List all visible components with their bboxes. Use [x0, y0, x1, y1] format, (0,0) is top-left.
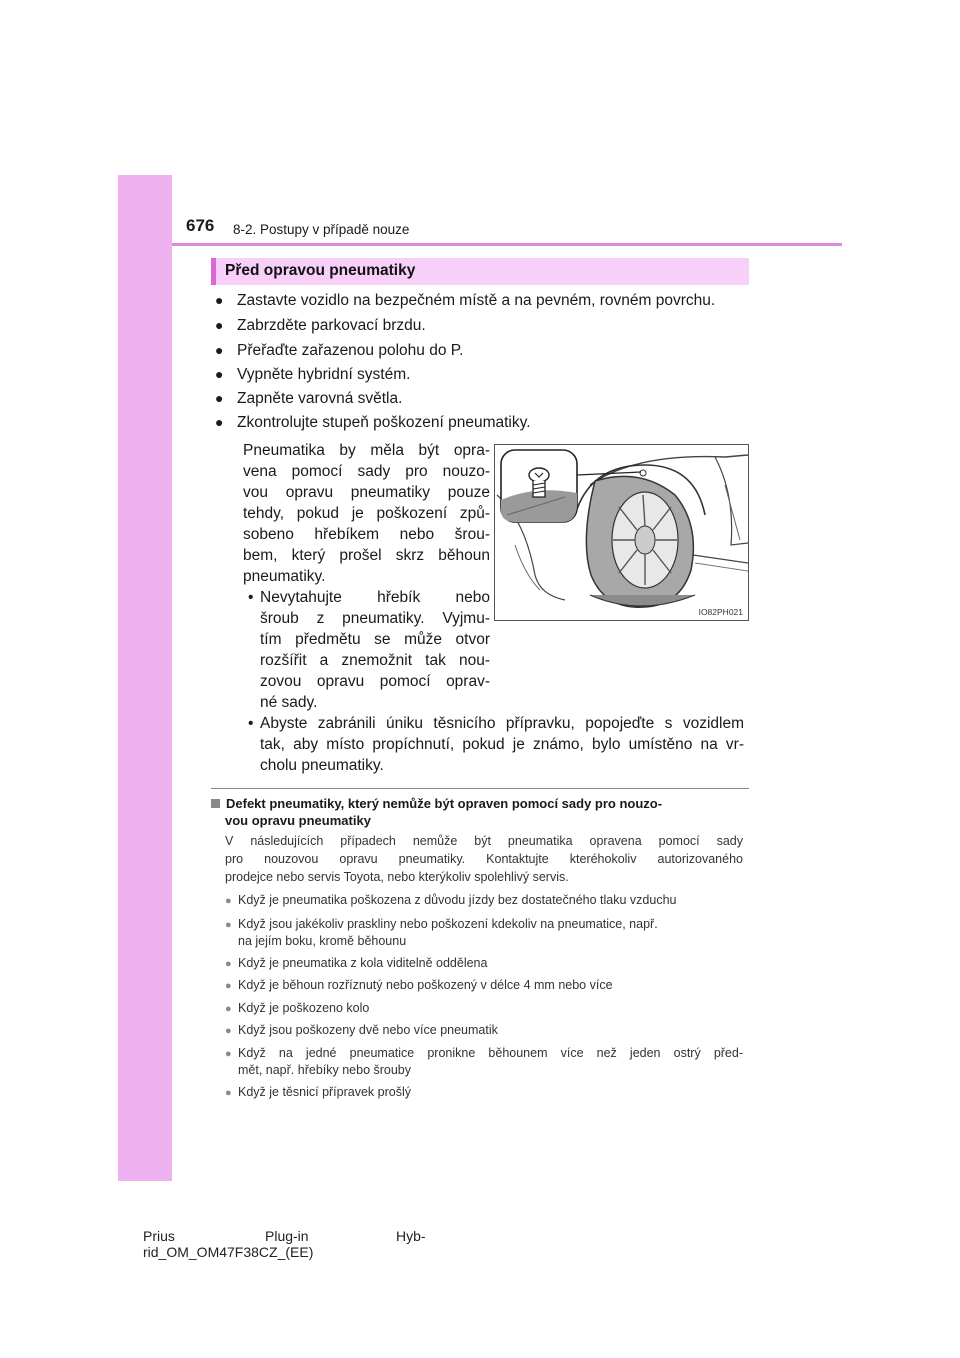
sub-bullet-line: tak, aby místo propíchnutí, pokud je známo, bylo umístěno na vr- [260, 736, 744, 753]
bullet-item [215, 388, 402, 409]
note-list-item: ● Když na jedné pneumatice pronikne běhounem více než jeden ostrý před- [225, 1045, 743, 1063]
page-number: 676 [186, 216, 215, 235]
footer-model: Plug-in [265, 1228, 309, 1244]
note-intro-line: prodejce nebo servis Toyota, nebo kterýkoliv spolehlivý servis. [225, 870, 569, 884]
note-list-item: ● Když jsou poškozeny dvě nebo více pneumatik [225, 1022, 750, 1040]
square-bullet-icon [211, 799, 220, 808]
bullet-icon: ● [225, 980, 232, 992]
bullet-item [215, 290, 715, 311]
note-list-item: ● Když je pneumatika z kola viditelně oddělena [225, 955, 750, 973]
note-heading-line: Defekt pneumatiky, který nemůže být opraven pomocí sady pro nouzo- [226, 796, 663, 811]
bullet-item [215, 315, 426, 336]
note-intro-line: V následujících případech nemůže být pneumatika opravena pomocí sady [225, 834, 743, 848]
bullet-item [215, 364, 410, 385]
bullet-text: Vypněte hybridní systém. [237, 366, 411, 383]
section-title: 8-2. Postupy v případě nouze [233, 222, 410, 237]
sub-bullet-line: šroub z pneumatiky. Vyjmu- [260, 610, 490, 627]
sub-bullet-line: Nevytahujte hřebík nebo [260, 589, 490, 606]
footer-model: Prius [143, 1228, 175, 1244]
sub-bullet-line: cholu pneumatiky. [260, 757, 384, 774]
page-sidebar-tab [118, 175, 172, 1181]
bullet-icon: ● [215, 414, 224, 430]
note-intro-line: pro nouzovou opravu pneumatiky. Kontaktujte kteréhokoliv autorizovaného [225, 852, 743, 866]
bullet-icon: ● [225, 1048, 232, 1060]
bullet-icon: ● [215, 317, 224, 333]
sub-bullet-line: né sady. [260, 694, 318, 711]
sub-bullet-icon: • [248, 715, 254, 732]
footer-doc-code: rid_OM_OM47F38CZ_(EE) [143, 1244, 314, 1260]
flat-tire-with-nail-illustration-icon [495, 445, 748, 620]
sub-bullet-icon: • [248, 589, 254, 606]
note-heading [211, 795, 749, 812]
bullet-icon: ● [215, 292, 224, 308]
bullet-icon: ● [225, 1003, 232, 1015]
section-heading [211, 258, 749, 285]
bullet-text: Zkontrolujte stupeň poškození pneumatiky. [237, 414, 531, 431]
paragraph-line: pneumatiky. [243, 568, 326, 585]
sub-bullet-line: tím předmětu se může otvor [260, 631, 490, 648]
note-list-item: ● Když je běhoun rozříznutý nebo poškozený v délce 4 mm nebo více [225, 977, 750, 995]
bullet-icon: ● [215, 366, 224, 382]
paragraph-line: bem, který prošel skrz běhoun [243, 547, 490, 564]
sub-bullet-line: rozšířit a znemožnit tak nou- [260, 652, 490, 669]
bullet-icon: ● [215, 390, 224, 406]
bullet-icon: ● [225, 919, 232, 931]
note-list-item-cont: mět, např. hřebíky nebo šrouby [238, 1063, 412, 1077]
bullet-text: Zastavte vozidlo na bezpečném místě a na pevném, rovném povrchu. [237, 292, 716, 309]
bullet-text: Zabrzděte parkovací brzdu. [237, 317, 426, 334]
footer-model: Hyb- [396, 1228, 426, 1244]
bullet-text: Přeřaďte zařazenou polohu do P. [237, 342, 464, 359]
flat-tire-figure [494, 444, 749, 621]
note-list-item: ● Když je poškozeno kolo [225, 1000, 750, 1018]
bullet-icon: ● [225, 958, 232, 970]
section-heading-text: Před opravou pneumatiky [225, 262, 416, 279]
paragraph-line: vena pomocí sady pro nouzo- [243, 463, 490, 480]
sub-bullet-line: Abyste zabránili úniku těsnicího přípravku, popojeďte s vozidlem [260, 715, 744, 732]
bullet-icon: ● [225, 1025, 232, 1037]
paragraph-line: Pneumatika by měla být opra- [243, 442, 490, 459]
sub-bullet-line: zovou opravu pomocí oprav- [260, 673, 490, 690]
note-divider [211, 788, 749, 789]
bullet-item [215, 340, 463, 361]
paragraph-line: vou opravu pneumatiky pouze [243, 484, 490, 501]
note-list-item: ● Když jsou jakékoliv praskliny nebo poškození kdekoliv na pneumatice, např. [225, 916, 750, 934]
paragraph-line: sobeno hřebíkem nebo šrou- [243, 526, 490, 543]
paragraph-line: tehdy, pokud je poškození způ- [243, 505, 490, 522]
note-heading-cont: vou opravu pneumatiky [225, 813, 371, 828]
bullet-text: Zapněte varovná světla. [237, 390, 403, 407]
header-rule [172, 243, 842, 246]
note-list-item: ● Když je pneumatika poškozena z důvodu jízdy bez dostatečného tlaku vzduchu [225, 892, 750, 910]
note-list-item: ● Když je těsnicí přípravek prošlý [225, 1084, 750, 1102]
bullet-item [215, 412, 531, 433]
figure-code: IO82PH021 [698, 607, 743, 617]
bullet-icon: ● [225, 895, 232, 907]
note-list-item-cont: na jejím boku, kromě běhounu [238, 934, 407, 948]
bullet-icon: ● [215, 342, 224, 358]
bullet-icon: ● [225, 1087, 232, 1099]
